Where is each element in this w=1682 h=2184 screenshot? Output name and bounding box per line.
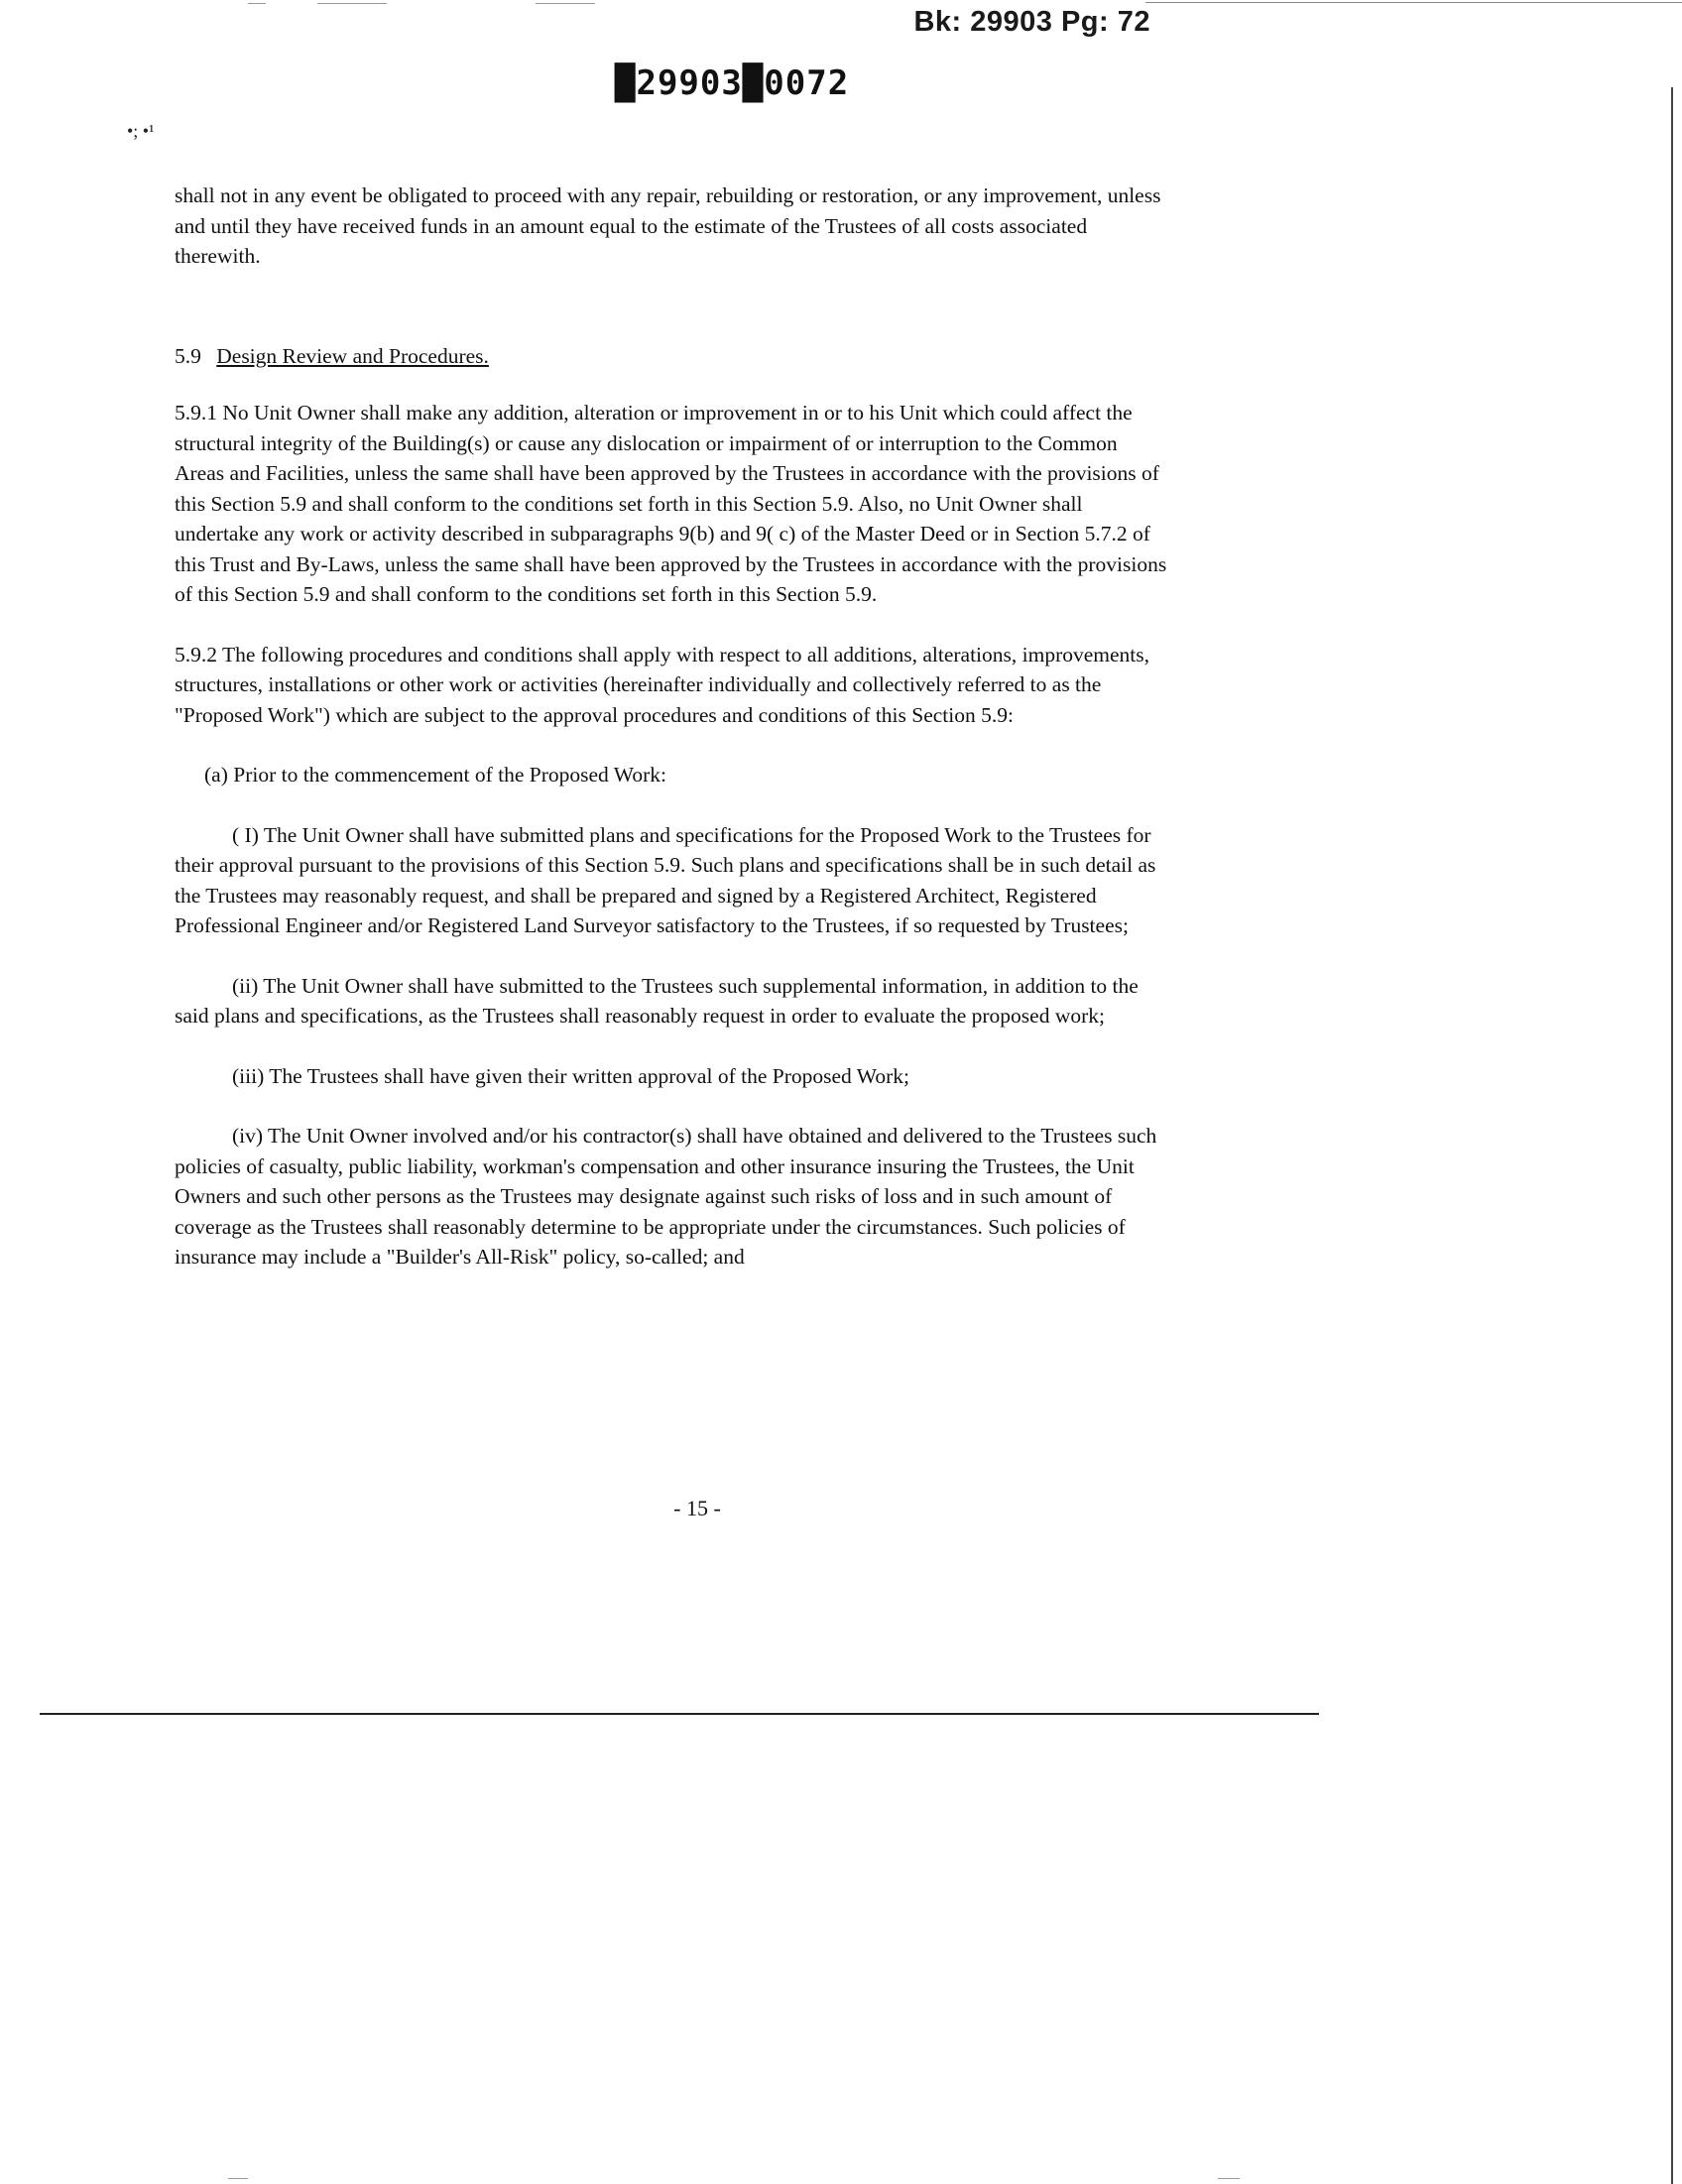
scan-mark: [317, 3, 387, 4]
subparagraph-ii: (ii) The Unit Owner shall have submitted to the Trustees such supplemental information, in addition to the said plans and specifications, as the Trustees shall reasonably request in order to evaluate the proposed work;: [175, 973, 1139, 1028]
page-number: - 15 -: [673, 1496, 721, 1520]
scan-edge-top: [1145, 2, 1682, 3]
paragraph-5-9-1: 5.9.1 No Unit Owner shall make any addition, alteration or improvement in or to his Unit which could affect the structural integrity of the Building(s) or cause any dislocation or impairment of or interruption to the Common Areas and Facilities, unless the same shall have been approved by the Trustees in accordance with the provisions of this Section 5.9 and shall conform to the conditions set forth in this Section 5.9. Also, no Unit Owner shall undertake any work or activity described in subparagraphs 9(b) and 9( c) of the Master Deed or in Section 5.7.2 of this Trust and By-Laws, unless the same shall have been approved by the Trustees in accordance with the provisions of this Section 5.9 and shall conform to the conditions set forth in this Section 5.9.: [175, 401, 1167, 606]
document-body: [175, 181, 1170, 1302]
section-title: Design Review and Procedures.: [216, 343, 489, 368]
scan-mark: [248, 3, 266, 4]
subparagraph-i: ( I) The Unit Owner shall have submitted plans and specifications for the Proposed Work to the Trustees for their approval pursuant to the provisions of this Section 5.9. Such plans and specifications shall be in such detail as the Trustees may reasonably request, and shall be prepared and signed by a Registered Architect, Registered Professional Engineer and/or Registered Land Surveyor satisfactory to the Trustees, if so requested by Trustees;: [175, 822, 1156, 937]
subparagraph-iv: (iv) The Unit Owner involved and/or his contractor(s) shall have obtained and delivered to the Trustees such policies of casualty, public liability, workman's compensation and other insurance insuring the Trustees, the Unit Owners and such other persons as the Trustees may designate against such risks of loss and in such amount of coverage as the Trustees shall reasonably determine to be appropriate under the circumstances. Such policies of insurance may include a "Builder's All-Risk" policy, so-called; and: [175, 1124, 1157, 1269]
continuation-paragraph: shall not in any event be obligated to proceed with any repair, rebuilding or restoration, or any improvement, unless and until they have received funds in an amount equal to the estimate of the Trustees of all costs associated therewith.: [175, 183, 1161, 268]
scan-edge-right: [1671, 87, 1673, 2184]
book-page-stamp: Bk: 29903 Pg: 72: [913, 6, 1150, 38]
scan-mark: [536, 3, 595, 4]
subparagraph-iii: (iii) The Trustees shall have given their written approval of the Proposed Work;: [232, 1063, 909, 1088]
scan-mark: [1218, 2178, 1240, 2179]
section-number: 5.9: [175, 343, 201, 368]
section-heading: [175, 341, 1170, 372]
scan-mark: [228, 2178, 248, 2179]
bottom-rule: [40, 1713, 1319, 1715]
subparagraph-a: (a) Prior to the commencement of the Proposed Work:: [204, 763, 666, 787]
recording-barcode: █29903█0072: [615, 63, 850, 103]
scan-specks: •; •¹: [127, 121, 155, 141]
paragraph-5-9-2: 5.9.2 The following procedures and conditions shall apply with respect to all additions, alterations, improvements, structures, installations or other work or activities (hereinafter individually and collectively referred to as the "Proposed Work") which are subject to the approval procedures and conditions of this Section 5.9:: [175, 642, 1150, 727]
